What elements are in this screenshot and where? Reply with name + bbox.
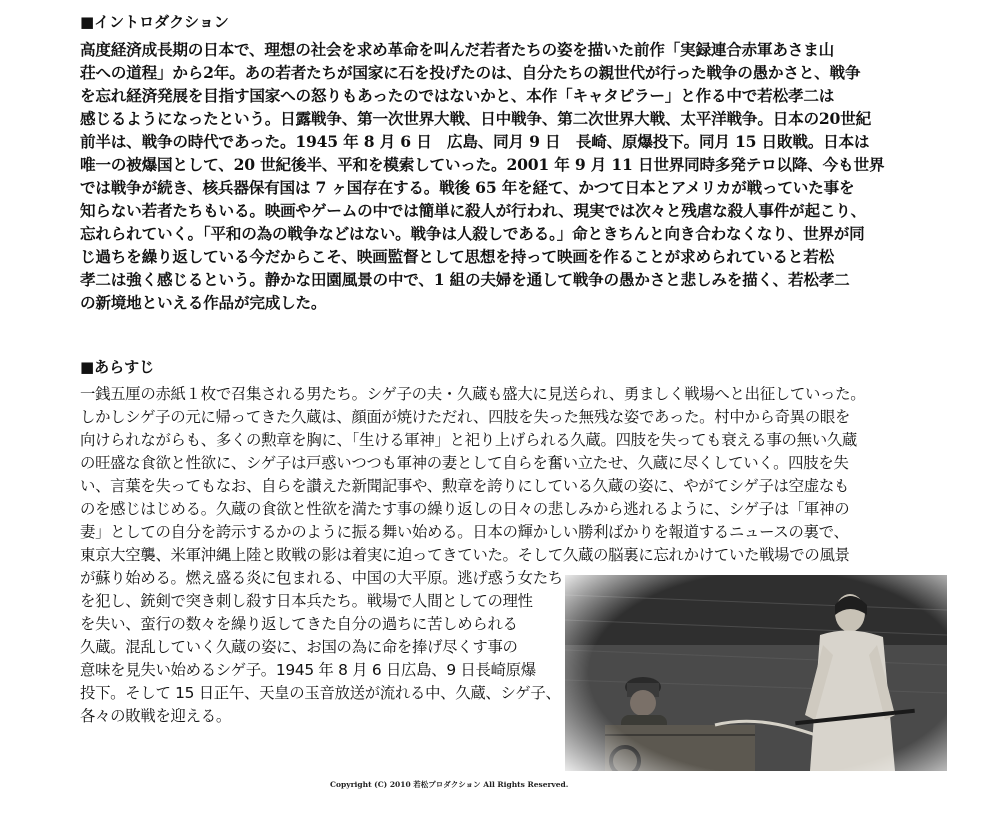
synopsis-line: しかしシゲ子の元に帰ってきた久蔵は、顔面が焼けただれ、四肢を失った無残な姿であった。村中から奇異の眼を xyxy=(80,408,851,426)
synopsis-line: 投下。そして 15 日正午、天皇の玉音放送が流れる中、久蔵、シゲ子、 xyxy=(80,684,561,702)
synopsis-line: 久蔵。混乱していく久蔵の姿に、お国の為に命を捧げ尽くす事の xyxy=(80,638,518,656)
intro-line: 孝二は強く感じるという。静かな田園風景の中で、1 組の夫婦を通して戦争の愚かさと悲しみを描く、若松孝二 xyxy=(80,270,850,289)
synopsis-line: い、言葉を失ってもなお、自らを讃えた新聞記事や、勲章を誇りにしている久蔵の姿に、やがてシゲ子は空虚なも xyxy=(80,477,850,495)
synopsis-line: 東京大空襲、米軍沖縄上陸と敗戦の影は着実に迫ってきていた。そして久蔵の脳裏に忘れかけていた戦場での風景 xyxy=(80,546,850,564)
synopsis-line: が蘇り始める。燃え盛る炎に包まれる、中国の大平原。逃げ惑う女たち xyxy=(80,569,563,587)
synopsis-line: 妻」としての自分を誇示するかのように振る舞い始める。日本の輝かしい勝利ばかりを報道するニュースの裏で、 xyxy=(80,523,849,541)
intro-line: を忘れ経済発展を目指す国家への怒りもあったのではないかと、本作「キャタピラー」と作る中で若松孝二は xyxy=(80,86,835,105)
intro-line: 唯一の被爆国として、20 世紀後半、平和を模索していった。2001 年 9 月 11 日世界同時多発テロ以降、今も世界 xyxy=(80,155,885,174)
film-still-image xyxy=(565,575,947,771)
synopsis-line: のを感じはじめる。久蔵の食欲と性欲を満たす事の繰り返しの日々の悲しみから逃れるように、シゲ子は「軍神の xyxy=(80,500,850,518)
intro-line: 高度経済成長期の日本で、理想の社会を求め革命を叫んだ若者たちの姿を描いた前作「実録連合赤軍あさま山 xyxy=(80,40,834,59)
synopsis-line: を失い、蛮行の数々を繰り返してきた自分の過ちに苦しめられる xyxy=(80,615,518,633)
synopsis-line: 各々の敗戦を迎える。 xyxy=(80,707,231,725)
synopsis-line: の旺盛な食欲と性欲に、シゲ子は戸惑いつつも軍神の妻として自らを奮い立たせ、久蔵に尽くしていく。四肢を失 xyxy=(80,454,849,472)
intro-line: 忘れられていく。「平和の為の戦争などはない。戦争は人殺しである。」命ときちんと向き合わなくなり、世界が同 xyxy=(80,224,865,243)
synopsis-heading: ■あらすじ xyxy=(80,358,155,376)
intro-line: 前半は、戦争の時代であった。1945 年 8 月 6 日 広島、同月 9 日 長崎、原爆投下。同月 15 日敗戦。日本は xyxy=(80,132,870,151)
intro-paragraph xyxy=(80,38,930,314)
synopsis-line: を犯し、銃剣で突き刺し殺す日本兵たち。戦場で人間としての理性 xyxy=(80,592,533,610)
intro-line: 感じるようになったという。日露戦争、第一次世界大戦、日中戦争、第二次世界大戦、太平洋戦争。日本の20世紀 xyxy=(80,109,871,128)
intro-line: じ過ちを繰り返している今だからこそ、映画監督として思想を持って映画を作ることが求められていると若松 xyxy=(80,247,834,266)
intro-line: 知らない若者たちもいる。映画やゲームの中では簡単に殺人が行われ、現実では次々と残虐な殺人事件が起こり、 xyxy=(80,201,867,220)
film-still-illustration xyxy=(565,575,947,771)
copyright-notice: Copyright (C) 2010 若松プロダクション All Rights Reserved. xyxy=(330,780,569,789)
intro-heading: ■イントロダクション xyxy=(80,13,229,31)
synopsis-line: 向けられながらも、多くの勲章を胸に、「生ける軍神」と祀り上げられる久蔵。四肢を失っても衰える事の無い久蔵 xyxy=(80,431,858,449)
intro-line: の新境地といえる作品が完成した。 xyxy=(80,293,327,312)
synopsis-line: 一銭五厘の赤紙１枚で召集される男たち。シゲ子の夫・久蔵も盛大に見送られ、勇ましく戦場へと出征していった。 xyxy=(80,385,866,403)
intro-line: 荘への道程」から2年。あの若者たちが国家に石を投げたのは、自分たちの親世代が行った戦争の愚かさと、戦争 xyxy=(80,63,861,82)
synopsis-line: 意味を見失い始めるシゲ子。1945 年 8 月 6 日広島、9 日長崎原爆 xyxy=(80,661,536,679)
intro-line: では戦争が続き、核兵器保有国は 7 ヶ国存在する。戦後 65 年を経て、かつて日本とアメリカが戦っていた事を xyxy=(80,178,855,197)
